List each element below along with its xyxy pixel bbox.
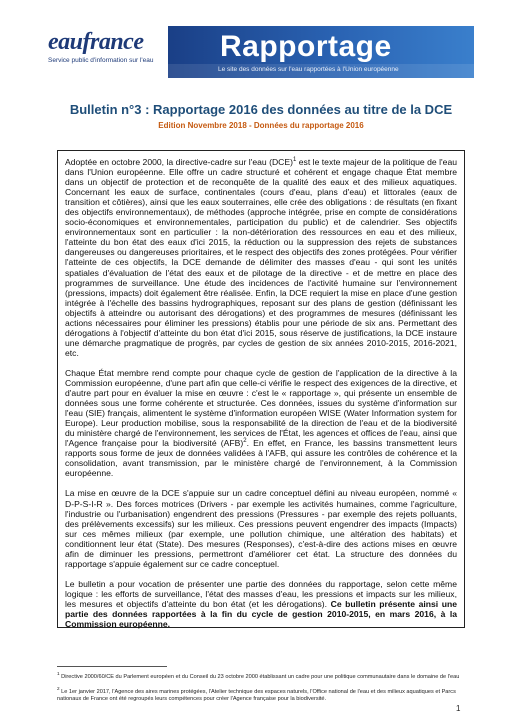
paragraph-reporting [65, 368, 457, 479]
logo-tagline: Service public d'information sur l'eau [48, 57, 154, 64]
page-number: 1 [456, 704, 461, 713]
footnote-separator [57, 666, 167, 667]
paragraph-reporting-text-b: . En effet, en France, les bassins transmettent leurs rapports sous forme de jeux de données validées à l'AFB, qui assure les contrôles de cohérence et la consolidation, avant transmission, par le ministère chargé de l'environnement, à la Commission européenne. [65, 438, 457, 479]
paragraph-intro [65, 157, 457, 358]
footnote-1 [57, 670, 467, 681]
bulletin-subtitle: Edition Novembre 2018 - Données du rapportage 2016 [158, 121, 364, 130]
footnote-1-text: Directive 2000/60/CE du Parlement européen et du Conseil du 23 octobre 2000 établissant un cadre pour une politique communautaire dans le domaine de l'eau [59, 673, 460, 680]
footnote-2 [57, 685, 467, 703]
rapportage-banner [168, 26, 474, 78]
footnote-2-text: Le 1er janvier 2017, l'Agence des aires marines protégées, l'Atelier technique des espaces naturels, l'Office national de l'eau et des milieux aquatiques et Parcs nationaux de France ont été regroupés leurs compétences pour créer l'Agence française pour la biodiversité. [57, 688, 456, 702]
banner-subtitle: Le site des données sur l'eau rapportées à l'Union européenne [218, 66, 399, 73]
footnote-1-number: 1 [57, 671, 60, 676]
paragraph-intro-text-a: Adoptée en octobre 2000, la directive-cadre sur l'eau (DCE) [65, 157, 293, 167]
logo-wordmark: eaufrance [48, 29, 144, 55]
paragraph-reporting-text-a: Chaque État membre rend compte pour chaque cycle de gestion de l'application de la directive à la Commission européenne, d'une part afin que celle-ci vérifie le respect des exigences de la directive, et d'autre part pour en évaluer la mise en œuvre : c'est le « rapportage », qui présente un ensemble de données sous une forme cohérente et structurée. Ces données, issues du système d'information sur l'eau (SIE) français, alimentent le système d'information européen WISE (Water Information system for Europe). Leur production mobilise, sous la responsabilité de la direction de l'eau et de la biodiversité du ministère chargé de l'environnement, les services de l'État, les agences et offices de l'eau, ainsi que l'Agence française pour la biodiversité (AFB) [65, 367, 457, 449]
paragraph-dpsir: La mise en œuvre de la DCE s'appuie sur un cadre conceptuel défini au niveau européen, nommé « D-P-S-I-R ». Des forces motrices (Drivers - par exemple les activités humaines, comme l'agriculture, l'industrie ou l'urbanisation) engendrent des pressions (Pressures - par exemple des rejets polluants, des prélèvements excessifs) sur les milieux. Ces pressions peuvent engendrer des impacts (Impacts) sur ces mêmes milieux (par exemple, une pollution chimique, une altération des habitats) et conditionnent leur état (State). Des mesures (Responses), c'est-à-dire des actions mises en œuvre afin de diminuer les pressions, permettront d'améliorer cet état. La structure des données du rapportage s'appuie également sur ce cadre conceptuel. [65, 488, 457, 569]
bulletin-title: Bulletin n°3 : Rapportage 2016 des données au titre de la DCE [69, 102, 453, 117]
eaufrance-logo [48, 30, 166, 64]
paragraph-purpose-bold: Ce bulletin présente ainsi une partie des données rapportées à la fin du cycle de gestion 2010-2015, en mars 2016, à la Commission européenne. [65, 598, 457, 630]
footnote-2-number: 2 [57, 686, 60, 691]
body-frame [57, 150, 465, 628]
paragraph-intro-text-b: est le texte majeur de la politique de l'eau dans l'Union européenne. Elle offre un cadre structuré et cohérent et engage chaque État membre dans un objectif de protection et de reconquête de la qualité des eaux et des milieux aquatiques. Concernant les eaux de surface, continentales (cours d'eau, plans d'eau) et littorales (eaux de transition et côtières), ainsi que les eaux souterraines, elle crée des obligations : de résultats (en fixant des objectifs environnementaux), de méthodes (approche intégrée, prise en compte de considérations socio-économiques et environnementales, participation du public) et de calendrier. Ses objectifs environnementaux sont en particulier : la non-détérioration des ressources en eau et des milieux, l'atteinte du bon état des eaux d'ici 2015, la réduction ou la suppression des rejets de substances dangereuses ou dangereuses prioritaires, et le respect des objectifs des zones protégées. Pour vérifier l'atteinte de ces objectifs, la DCE demande de délimiter des masses d'eau - qui sont les unités spatiales d'évaluation de l'état des eaux et de pilotage de la directive - et de mettre en place des programmes de surveillance. Une étude des incidences de l'activité humaine sur l'environnement (pressions, impacts) doit également être réalisée. Enfin, la DCE requiert la mise en place d'une gestion intégrée à l'échelle des bassins hydrographiques, reposant sur des plans de gestion (définissant les objectifs à atteindre ou autorisant des dérogations) et des programmes de mesures (définissant les actions nécessaires pour éliminer les pressions) établis pour une période de six ans. Permettant des dérogations à l'objectif d'atteinte du bon état d'ici 2015, sous réserve de justifications, la DCE instaure une démarche pragmatique de progrès, par cycles de gestion de six années 2010-2015, 2016-2021, etc. [65, 157, 458, 358]
paragraph-bulletin-purpose [65, 579, 457, 629]
banner-title: Rapportage [220, 30, 392, 63]
paragraph-purpose-text: Le bulletin a pour vocation de présenter une partie des données du rapportage, selon cette même logique : les efforts de surveillance, l'état des masses d'eau, les pressions et impacts sur les milieux, les mesures et objectifs d'atteinte du bon état (et les dérogations). [65, 578, 457, 609]
footnote-ref-2: 2 [243, 438, 247, 445]
footnote-ref-1: 1 [292, 157, 297, 164]
